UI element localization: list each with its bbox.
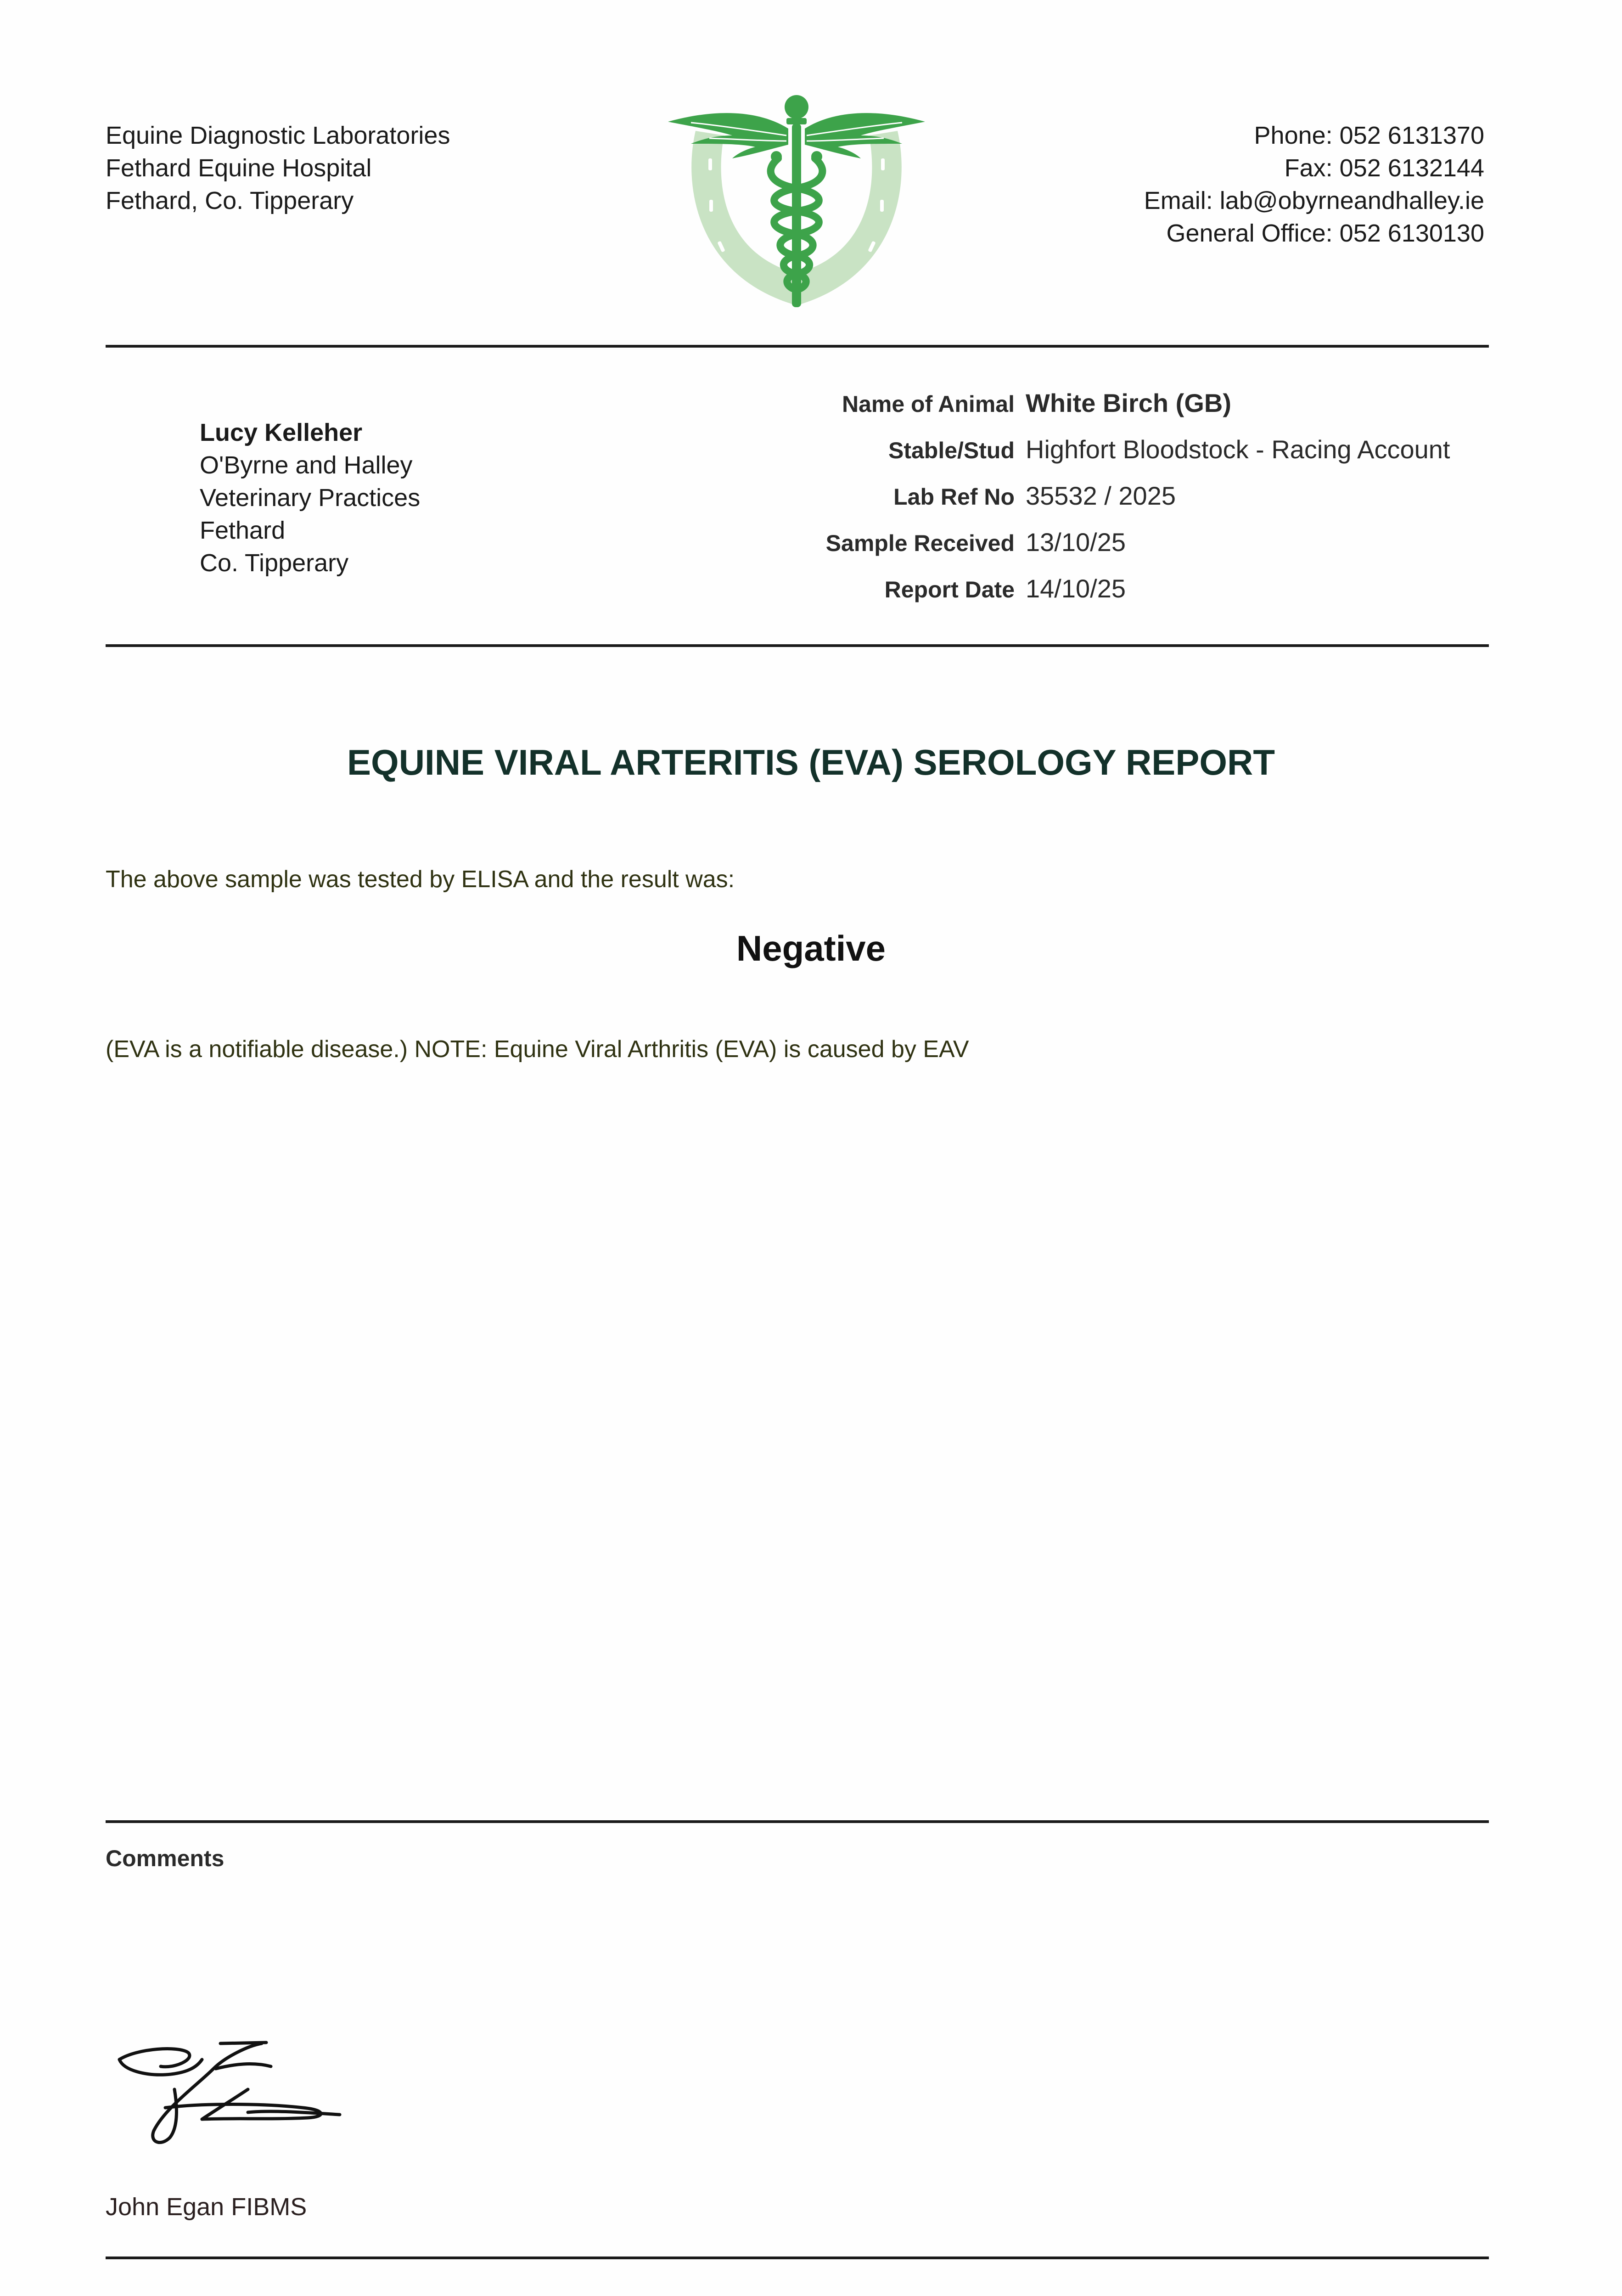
report-title: EQUINE VIRAL ARTERITIS (EVA) SEROLOGY REPORT (347, 742, 1275, 782)
detail-label: Lab Ref No (893, 484, 1015, 510)
comments-label: Comments (106, 1846, 224, 1871)
detail-row-labref (689, 481, 1497, 527)
sample-received-date: 13/10/25 (1026, 528, 1126, 557)
lab-address (106, 119, 450, 217)
header-divider (106, 345, 1489, 348)
email-address[interactable]: Email: lab@obyrneandhalley.ie (1144, 187, 1484, 214)
detail-label: Stable/Stud (888, 438, 1015, 463)
test-result: Negative (736, 928, 886, 968)
office-number: General Office: 052 6130130 (1166, 219, 1484, 247)
caduceus-horseshoe-logo (663, 90, 930, 315)
recipient-line: Veterinary Practices (200, 484, 421, 512)
sample-details (689, 388, 1497, 620)
lab-address-line: Fethard Equine Hospital (106, 154, 372, 182)
detail-row-received (689, 527, 1497, 574)
recipient-name: Lucy Kelleher (200, 419, 363, 446)
recipient-line: Fethard (200, 517, 286, 544)
report-date: 14/10/25 (1026, 574, 1126, 603)
recipient-line: O'Byrne and Halley (200, 451, 413, 479)
fax-number: Fax: 052 6132144 (1284, 154, 1484, 182)
contact-block (1144, 119, 1484, 250)
detail-label: Report Date (884, 577, 1015, 602)
lab-ref-no: 35532 / 2025 (1026, 481, 1176, 510)
detail-label: Name of Animal (842, 391, 1015, 417)
signer-name: John Egan FIBMS (106, 2193, 307, 2221)
handwritten-signature (110, 2034, 349, 2154)
lab-address-line: Fethard, Co. Tipperary (106, 187, 354, 214)
footer-divider (106, 2257, 1489, 2259)
detail-row-animal (689, 388, 1497, 434)
detail-row-stable (689, 434, 1497, 481)
stable-stud: Highfort Bloodstock - Racing Account (1026, 435, 1450, 464)
detail-row-report-date (689, 574, 1497, 620)
phone-number: Phone: 052 6131370 (1254, 122, 1484, 149)
recipient-line: Co. Tipperary (200, 549, 349, 577)
detail-label: Sample Received (825, 530, 1015, 556)
recipient-address (200, 416, 420, 580)
report-note: (EVA is a notifiable disease.) NOTE: Equine Viral Arthritis (EVA) is caused by EAV (106, 1036, 969, 1063)
lab-address-line: Equine Diagnostic Laboratories (106, 122, 450, 149)
animal-name: White Birch (GB) (1026, 388, 1231, 417)
report-intro: The above sample was tested by ELISA and the result was: (106, 866, 735, 893)
comments-divider (106, 1820, 1489, 1823)
details-divider (106, 644, 1489, 647)
